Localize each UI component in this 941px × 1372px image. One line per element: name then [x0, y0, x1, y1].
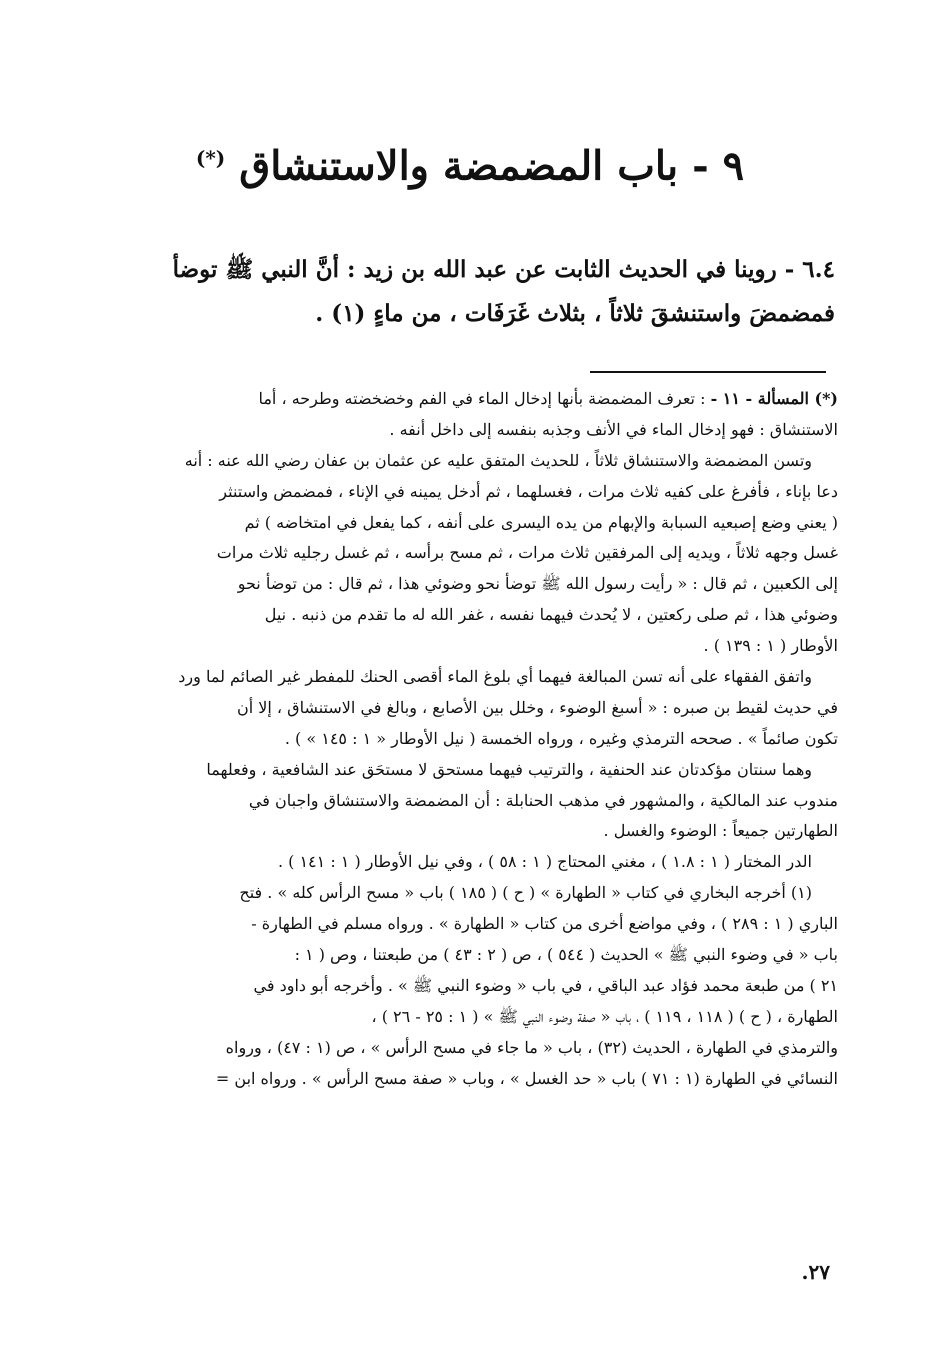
- footnote-line: واتفق الفقهاء على أنه تسن المبالغة فيهما أي بلوغ الماء أقصى الحنك للمفطر غير الصائم لما ورد: [178, 667, 812, 687]
- footnote-line: [98, 384, 838, 415]
- footnote-line: غسل وجهه ثلاثاً ، ويديه إلى المرفقين ثلاث مرات ، ثم مسح برأسه ، ثم غسل رجليه ثلاث مرات: [216, 543, 838, 563]
- footnote-line: ٢١ ) من طبعة محمد فؤاد عبد الباقي ، في باب « وضوء النبي ﷺ » . وأخرجه أبو داود في: [253, 975, 838, 995]
- footnote-line: ( يعني وضع إصبعيه السبابة والإبهام من يده اليسرى على أنفه ، كما يفعل في امتخاضه ) ثم: [244, 512, 838, 532]
- footnote-line: الاستنشاق : فهو إدخال الماء في الأنف وجذبه بنفسه إلى داخل أنفه .: [389, 419, 838, 439]
- footnote-line: وهما سنتان مؤكدتان عند الحنفية ، والترتيب فيهما مستحق لا مستحَق عند الشافعية ، وفعلهما: [206, 759, 812, 779]
- hadith-line: فمضمضَ واستنشقَ ثلاثاً ، بثلاث غَرَفَات ، من ماءٍ (١) .: [315, 300, 835, 327]
- footnote-text: : تعرف المضمضة بأنها إدخال الماء في الفم وخضخضته وطرحه ، أما: [258, 389, 711, 408]
- footnote-lead: (*) المسألة - ١١ -: [710, 389, 838, 408]
- hadith-paragraph: [100, 248, 835, 336]
- footnote-line: الطهارة ، ( ح ) ( ١١٨ ، ١١٩ ) ، باب « صفة وضوء النبي ﷺ » ( ١ : ٢٥ - ٢٦ ) ،: [371, 1006, 838, 1026]
- page-number: ٢٧.: [801, 1260, 830, 1284]
- footnote-line: النسائي في الطهارة (١ : ٧١ ) باب « حد الغسل » ، وباب « صفة مسح الرأس » . ورواه ابن =: [215, 1068, 838, 1088]
- footnote-line: والترمذي في الطهارة ، الحديث (٣٢) ، باب « ما جاء في مسح الرأس » ، ص (١ : ٤٧) ، ورواه: [225, 1037, 838, 1057]
- footnote-divider: [590, 371, 826, 373]
- footnote-line: وتسن المضمضة والاستنشاق ثلاثاً ، للحديث المتفق عليه عن عثمان بن عفان رضي الله عنه : أنه: [184, 450, 812, 470]
- footnote-line: في حديث لقيط بن صبره : « أسبغ الوضوء ، وخلل بين الأصابع ، وبالغ في الاستنشاق ، إلا أن: [236, 697, 838, 717]
- footnote-line: تكون صائماً » . صححه الترمذي وغيره ، ورواه الخمسة ( نيل الأوطار « ١ : ١٤٥ » ) .: [284, 728, 838, 748]
- footnote-line: (١) أخرجه البخاري في كتاب « الطهارة » ( ح ) ( ١٨٥ ) باب « مسح الرأس كله » . فتح: [239, 883, 812, 903]
- chapter-title-text: ٩ - باب المضمضة والاستنشاق: [239, 142, 745, 190]
- footnotes: [98, 384, 838, 1094]
- footnote-line: دعا بإناء ، فأفرغ على كفيه ثلاث مرات ، فغسلهما ، ثم أدخل يمينه في الإناء ، فمضمض واستنثر: [219, 481, 838, 501]
- footnote-line: إلى الكعبين ، ثم قال : « رأيت رسول الله ﷺ توضأ نحو وضوئي هذا ، ثم قال : من توضأ نحو: [237, 574, 838, 594]
- footnote-line: باب « في وضوء النبي ﷺ » الحديث ( ٥٤٤ ) ، ص ( ٢ : ٤٣ ) من طبعتنا ، وص ( ١ :: [294, 945, 838, 965]
- footnote-line: مندوب عند المالكية ، والمشهور في مذهب الحنابلة : أن المضمضة والاستنشاق واجبان في: [248, 790, 838, 810]
- hadith-line: ٦.٤ - روينا في الحديث الثابت عن عبد الله بن زيد : أنَّ النبي ﷺ توضأ: [172, 256, 835, 283]
- footnote-line: الدر المختار ( ١ : ١.٨ ) ، مغني المحتاج ( ١ : ٥٨ ) ، وفي نيل الأوطار ( ١ : ١٤١ ) .: [277, 852, 812, 872]
- footnote-marker: (*): [195, 146, 226, 170]
- footnote-line: الطهارتين جميعاً : الوضوء والغسل .: [603, 821, 838, 841]
- footnote-line: وضوئي هذا ، ثم صلى ركعتين ، لا يُحدث فيهما نفسه ، غفر الله له ما تقدم من ذنبه . نيل: [264, 605, 838, 625]
- footnote-line: الأوطار ( ١ : ١٣٩ ) .: [703, 636, 838, 656]
- chapter-title: [120, 128, 820, 196]
- footnote-line: الباري ( ١ : ٢٨٩ ) ، وفي مواضع أخرى من كتاب « الطهارة » . ورواه مسلم في الطهارة -: [251, 914, 838, 934]
